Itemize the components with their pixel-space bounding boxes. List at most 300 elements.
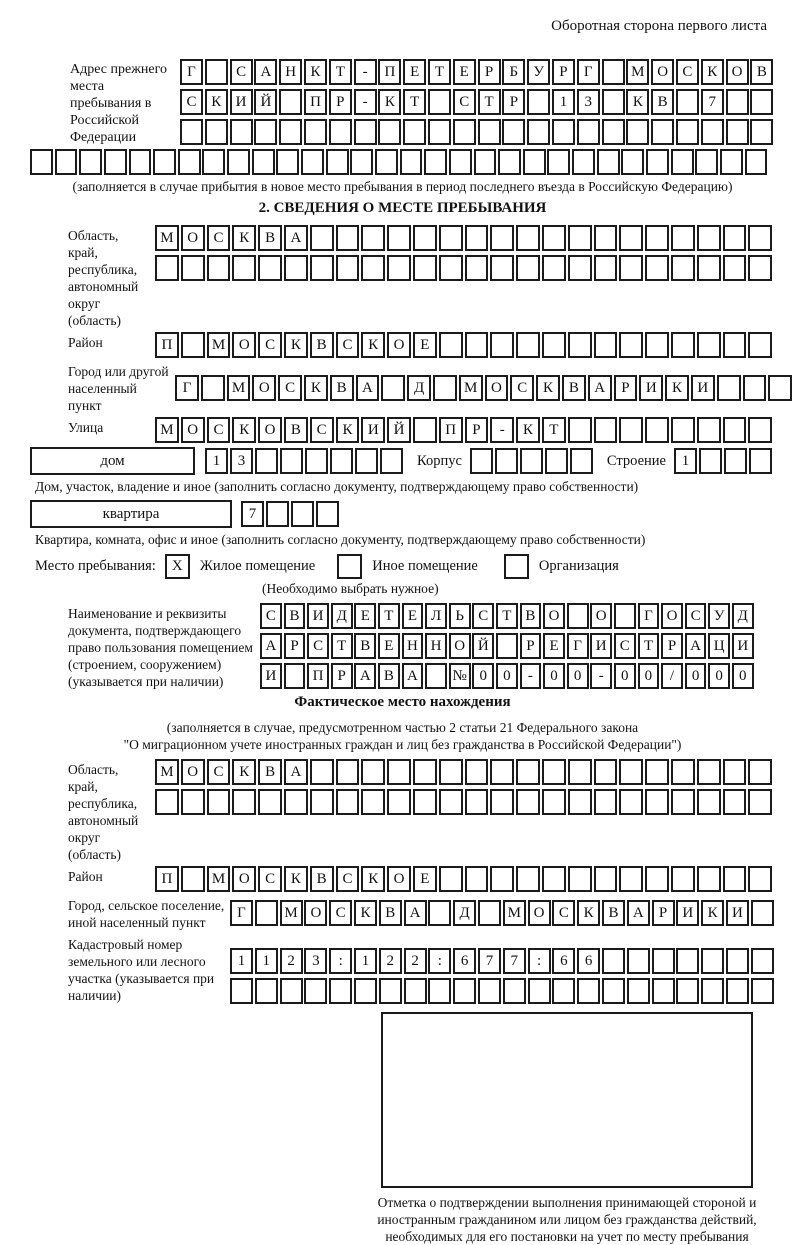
char-cell[interactable]: Г [567, 633, 589, 659]
char-cell[interactable] [723, 332, 747, 358]
char-cell[interactable]: О [543, 603, 565, 629]
char-cell[interactable]: А [284, 759, 308, 785]
char-cell[interactable] [279, 119, 302, 145]
char-cell[interactable]: О [181, 417, 205, 443]
char-cell[interactable] [181, 332, 205, 358]
char-cell[interactable]: 1 [354, 948, 377, 974]
char-cell[interactable]: К [232, 417, 256, 443]
char-cell[interactable]: 0 [543, 663, 565, 689]
char-cell[interactable]: 0 [685, 663, 707, 689]
char-cell[interactable]: В [284, 603, 306, 629]
char-cell[interactable] [439, 789, 463, 815]
char-cell[interactable]: И [260, 663, 282, 689]
char-cell[interactable] [697, 255, 721, 281]
char-cell[interactable] [453, 119, 476, 145]
char-cell[interactable] [361, 225, 385, 251]
char-cell[interactable]: - [490, 417, 514, 443]
char-cell[interactable]: К [536, 375, 560, 401]
char-cell[interactable]: А [354, 663, 376, 689]
char-cell[interactable] [155, 789, 179, 815]
char-cell[interactable] [614, 603, 636, 629]
char-cell[interactable]: Р [614, 375, 638, 401]
char-cell[interactable]: 0 [614, 663, 636, 689]
char-cell[interactable]: В [651, 89, 674, 115]
char-cell[interactable]: М [280, 900, 303, 926]
char-cell[interactable] [542, 255, 566, 281]
char-cell[interactable]: Р [502, 89, 525, 115]
char-cell[interactable] [597, 149, 620, 175]
char-cell[interactable] [129, 149, 152, 175]
char-cell[interactable]: Т [638, 633, 660, 659]
char-cell[interactable] [255, 448, 278, 474]
char-cell[interactable]: - [590, 663, 612, 689]
char-cell[interactable]: Б [502, 59, 525, 85]
char-cell[interactable]: М [227, 375, 251, 401]
char-cell[interactable]: 7 [478, 948, 501, 974]
char-cell[interactable] [413, 789, 437, 815]
char-cell[interactable]: 1 [552, 89, 575, 115]
char-cell[interactable] [542, 759, 566, 785]
char-cell[interactable] [723, 789, 747, 815]
char-cell[interactable]: О [258, 417, 282, 443]
char-cell[interactable] [490, 255, 514, 281]
char-cell[interactable]: Р [478, 59, 501, 85]
char-cell[interactable]: К [232, 759, 256, 785]
char-cell[interactable] [751, 948, 774, 974]
char-cell[interactable] [697, 332, 721, 358]
char-cell[interactable] [205, 119, 228, 145]
char-cell[interactable]: Д [331, 603, 353, 629]
char-cell[interactable]: О [232, 332, 256, 358]
char-cell[interactable] [750, 89, 773, 115]
char-cell[interactable]: 1 [205, 448, 228, 474]
char-cell[interactable] [336, 789, 360, 815]
char-cell[interactable] [30, 149, 53, 175]
char-cell[interactable]: 0 [638, 663, 660, 689]
char-cell[interactable]: Е [413, 866, 437, 892]
char-cell[interactable]: М [626, 59, 649, 85]
char-cell[interactable]: А [284, 225, 308, 251]
char-cell[interactable] [465, 866, 489, 892]
char-cell[interactable] [387, 225, 411, 251]
char-cell[interactable] [516, 789, 540, 815]
apartment-type-box[interactable] [30, 500, 232, 528]
char-cell[interactable]: В [310, 866, 334, 892]
char-cell[interactable]: С [453, 89, 476, 115]
char-cell[interactable] [619, 759, 643, 785]
char-cell[interactable]: 3 [304, 948, 327, 974]
char-cell[interactable]: А [685, 633, 707, 659]
char-cell[interactable] [652, 948, 675, 974]
char-cell[interactable] [602, 59, 625, 85]
char-cell[interactable] [503, 978, 526, 1004]
char-cell[interactable] [645, 255, 669, 281]
char-cell[interactable]: С [685, 603, 707, 629]
char-cell[interactable] [181, 866, 205, 892]
char-cell[interactable] [568, 255, 592, 281]
char-cell[interactable] [528, 978, 551, 1004]
char-cell[interactable] [55, 149, 78, 175]
char-cell[interactable] [255, 900, 278, 926]
char-cell[interactable]: С [180, 89, 203, 115]
char-cell[interactable]: С [230, 59, 253, 85]
char-cell[interactable]: П [307, 663, 329, 689]
char-cell[interactable] [201, 375, 225, 401]
char-cell[interactable]: В [378, 663, 400, 689]
char-cell[interactable]: 6 [552, 948, 575, 974]
char-cell[interactable] [552, 119, 575, 145]
char-cell[interactable] [284, 255, 308, 281]
char-cell[interactable] [424, 149, 447, 175]
char-cell[interactable] [205, 59, 228, 85]
char-cell[interactable] [671, 332, 695, 358]
char-cell[interactable] [748, 417, 772, 443]
char-cell[interactable] [726, 948, 749, 974]
char-cell[interactable] [577, 978, 600, 1004]
char-cell[interactable]: Й [472, 633, 494, 659]
char-cell[interactable] [336, 759, 360, 785]
char-cell[interactable] [567, 603, 589, 629]
char-cell[interactable] [276, 149, 299, 175]
char-cell[interactable]: Г [175, 375, 199, 401]
char-cell[interactable] [232, 789, 256, 815]
char-cell[interactable]: Р [552, 59, 575, 85]
char-cell[interactable]: О [449, 633, 471, 659]
char-cell[interactable]: А [402, 663, 424, 689]
char-cell[interactable]: И [590, 633, 612, 659]
char-cell[interactable]: 2 [280, 948, 303, 974]
char-cell[interactable] [490, 789, 514, 815]
char-cell[interactable]: К [232, 225, 256, 251]
char-cell[interactable]: К [577, 900, 600, 926]
char-cell[interactable] [330, 448, 353, 474]
char-cell[interactable]: К [284, 866, 308, 892]
char-cell[interactable] [516, 255, 540, 281]
char-cell[interactable]: К [361, 866, 385, 892]
char-cell[interactable]: Т [329, 59, 352, 85]
char-cell[interactable] [671, 255, 695, 281]
char-cell[interactable]: 3 [230, 448, 253, 474]
char-cell[interactable] [723, 255, 747, 281]
char-cell[interactable] [310, 759, 334, 785]
char-cell[interactable]: О [661, 603, 683, 629]
char-cell[interactable]: К [304, 59, 327, 85]
char-cell[interactable]: : [329, 948, 352, 974]
char-cell[interactable] [439, 866, 463, 892]
char-cell[interactable]: : [428, 948, 451, 974]
char-cell[interactable]: А [254, 59, 277, 85]
char-cell[interactable]: Е [402, 603, 424, 629]
char-cell[interactable]: О [181, 759, 205, 785]
char-cell[interactable]: С [307, 633, 329, 659]
char-cell[interactable] [619, 332, 643, 358]
char-cell[interactable] [178, 149, 201, 175]
char-cell[interactable]: К [516, 417, 540, 443]
char-cell[interactable] [523, 149, 546, 175]
char-cell[interactable] [227, 149, 250, 175]
char-cell[interactable]: М [155, 225, 179, 251]
char-cell[interactable] [552, 978, 575, 1004]
char-cell[interactable] [577, 119, 600, 145]
char-cell[interactable]: Г [230, 900, 253, 926]
char-cell[interactable]: К [354, 900, 377, 926]
char-cell[interactable]: Т [496, 603, 518, 629]
char-cell[interactable]: / [661, 663, 683, 689]
char-cell[interactable] [568, 332, 592, 358]
char-cell[interactable]: Ц [708, 633, 730, 659]
char-cell[interactable]: 1 [230, 948, 253, 974]
char-cell[interactable] [645, 332, 669, 358]
char-cell[interactable] [645, 759, 669, 785]
char-cell[interactable]: 0 [496, 663, 518, 689]
char-cell[interactable] [255, 978, 278, 1004]
char-cell[interactable] [387, 789, 411, 815]
char-cell[interactable] [671, 225, 695, 251]
char-cell[interactable]: М [207, 332, 231, 358]
char-cell[interactable] [413, 255, 437, 281]
checkbox-organization[interactable] [504, 554, 529, 579]
char-cell[interactable]: 0 [472, 663, 494, 689]
char-cell[interactable] [470, 448, 493, 474]
char-cell[interactable]: А [356, 375, 380, 401]
char-cell[interactable] [502, 119, 525, 145]
char-cell[interactable]: Ь [449, 603, 471, 629]
char-cell[interactable]: Й [387, 417, 411, 443]
char-cell[interactable]: В [330, 375, 354, 401]
char-cell[interactable]: К [665, 375, 689, 401]
char-cell[interactable]: Д [732, 603, 754, 629]
char-cell[interactable]: А [260, 633, 282, 659]
char-cell[interactable] [258, 789, 282, 815]
char-cell[interactable] [266, 501, 289, 527]
char-cell[interactable]: О [528, 900, 551, 926]
char-cell[interactable] [284, 663, 306, 689]
char-cell[interactable] [676, 978, 699, 1004]
char-cell[interactable] [490, 332, 514, 358]
char-cell[interactable]: - [354, 59, 377, 85]
char-cell[interactable] [748, 225, 772, 251]
char-cell[interactable] [602, 89, 625, 115]
char-cell[interactable] [699, 448, 722, 474]
char-cell[interactable] [465, 225, 489, 251]
char-cell[interactable] [304, 978, 327, 1004]
char-cell[interactable]: - [520, 663, 542, 689]
char-cell[interactable]: 3 [577, 89, 600, 115]
char-cell[interactable] [181, 789, 205, 815]
char-cell[interactable]: Н [425, 633, 447, 659]
char-cell[interactable] [379, 978, 402, 1004]
char-cell[interactable] [542, 789, 566, 815]
char-cell[interactable]: Т [378, 603, 400, 629]
char-cell[interactable]: У [708, 603, 730, 629]
char-cell[interactable] [594, 866, 618, 892]
char-cell[interactable] [594, 255, 618, 281]
char-cell[interactable] [428, 119, 451, 145]
char-cell[interactable] [279, 89, 302, 115]
char-cell[interactable] [676, 119, 699, 145]
char-cell[interactable] [723, 759, 747, 785]
char-cell[interactable]: К [336, 417, 360, 443]
char-cell[interactable]: К [701, 59, 724, 85]
char-cell[interactable] [230, 119, 253, 145]
char-cell[interactable] [671, 759, 695, 785]
char-cell[interactable]: И [732, 633, 754, 659]
char-cell[interactable] [619, 225, 643, 251]
char-cell[interactable]: С [258, 866, 282, 892]
char-cell[interactable]: С [278, 375, 302, 401]
char-cell[interactable]: С [207, 225, 231, 251]
char-cell[interactable] [181, 255, 205, 281]
char-cell[interactable]: И [691, 375, 715, 401]
char-cell[interactable] [439, 759, 463, 785]
char-cell[interactable]: К [626, 89, 649, 115]
char-cell[interactable]: К [284, 332, 308, 358]
char-cell[interactable] [720, 149, 743, 175]
char-cell[interactable] [568, 866, 592, 892]
char-cell[interactable]: 7 [241, 501, 264, 527]
char-cell[interactable]: С [260, 603, 282, 629]
char-cell[interactable] [465, 759, 489, 785]
char-cell[interactable] [252, 149, 275, 175]
char-cell[interactable] [627, 978, 650, 1004]
char-cell[interactable] [449, 149, 472, 175]
char-cell[interactable]: В [379, 900, 402, 926]
char-cell[interactable] [254, 119, 277, 145]
char-cell[interactable]: 2 [379, 948, 402, 974]
char-cell[interactable] [439, 332, 463, 358]
char-cell[interactable] [547, 149, 570, 175]
char-cell[interactable]: Р [661, 633, 683, 659]
char-cell[interactable]: О [304, 900, 327, 926]
char-cell[interactable]: С [207, 759, 231, 785]
char-cell[interactable] [202, 149, 225, 175]
char-cell[interactable] [726, 119, 749, 145]
char-cell[interactable]: С [336, 332, 360, 358]
char-cell[interactable] [646, 149, 669, 175]
char-cell[interactable]: № [449, 663, 471, 689]
char-cell[interactable] [326, 149, 349, 175]
char-cell[interactable]: К [205, 89, 228, 115]
char-cell[interactable]: Й [254, 89, 277, 115]
char-cell[interactable] [748, 332, 772, 358]
char-cell[interactable] [652, 978, 675, 1004]
char-cell[interactable] [428, 89, 451, 115]
char-cell[interactable]: М [503, 900, 526, 926]
checkbox-other-premises[interactable] [337, 554, 362, 579]
char-cell[interactable]: И [676, 900, 699, 926]
char-cell[interactable]: М [207, 866, 231, 892]
char-cell[interactable] [400, 149, 423, 175]
char-cell[interactable]: В [354, 633, 376, 659]
char-cell[interactable]: И [726, 900, 749, 926]
char-cell[interactable] [433, 375, 457, 401]
char-cell[interactable]: - [354, 89, 377, 115]
char-cell[interactable] [155, 255, 179, 281]
char-cell[interactable] [516, 332, 540, 358]
char-cell[interactable] [602, 948, 625, 974]
char-cell[interactable] [361, 789, 385, 815]
char-cell[interactable] [361, 255, 385, 281]
char-cell[interactable]: 6 [577, 948, 600, 974]
char-cell[interactable]: С [510, 375, 534, 401]
char-cell[interactable]: В [750, 59, 773, 85]
char-cell[interactable] [619, 789, 643, 815]
char-cell[interactable]: О [252, 375, 276, 401]
char-cell[interactable]: А [627, 900, 650, 926]
char-cell[interactable] [545, 448, 568, 474]
char-cell[interactable] [750, 119, 773, 145]
char-cell[interactable] [453, 978, 476, 1004]
char-cell[interactable] [329, 119, 352, 145]
char-cell[interactable] [602, 119, 625, 145]
char-cell[interactable]: М [155, 417, 179, 443]
char-cell[interactable] [310, 225, 334, 251]
house-type-box[interactable] [30, 447, 195, 475]
char-cell[interactable] [465, 255, 489, 281]
char-cell[interactable] [207, 255, 231, 281]
char-cell[interactable] [355, 448, 378, 474]
char-cell[interactable]: Е [403, 59, 426, 85]
char-cell[interactable] [594, 225, 618, 251]
char-cell[interactable] [645, 225, 669, 251]
char-cell[interactable] [316, 501, 339, 527]
char-cell[interactable] [381, 375, 405, 401]
char-cell[interactable] [697, 225, 721, 251]
char-cell[interactable] [230, 978, 253, 1004]
char-cell[interactable] [748, 759, 772, 785]
char-cell[interactable] [413, 225, 437, 251]
char-cell[interactable] [572, 149, 595, 175]
char-cell[interactable]: Е [354, 603, 376, 629]
char-cell[interactable]: Г [577, 59, 600, 85]
char-cell[interactable]: К [701, 900, 724, 926]
char-cell[interactable] [496, 633, 518, 659]
char-cell[interactable]: П [155, 866, 179, 892]
char-cell[interactable] [619, 866, 643, 892]
char-cell[interactable]: А [588, 375, 612, 401]
char-cell[interactable] [717, 375, 741, 401]
char-cell[interactable] [301, 149, 324, 175]
char-cell[interactable]: О [387, 866, 411, 892]
char-cell[interactable] [354, 978, 377, 1004]
char-cell[interactable] [380, 448, 403, 474]
char-cell[interactable] [478, 900, 501, 926]
char-cell[interactable]: Р [329, 89, 352, 115]
char-cell[interactable] [627, 948, 650, 974]
char-cell[interactable] [724, 448, 747, 474]
char-cell[interactable] [490, 225, 514, 251]
char-cell[interactable] [490, 759, 514, 785]
char-cell[interactable] [676, 948, 699, 974]
char-cell[interactable]: Т [542, 417, 566, 443]
checkbox-residential[interactable]: X [165, 554, 190, 579]
char-cell[interactable] [258, 255, 282, 281]
char-cell[interactable] [516, 866, 540, 892]
char-cell[interactable]: Г [638, 603, 660, 629]
char-cell[interactable] [310, 255, 334, 281]
char-cell[interactable] [542, 225, 566, 251]
char-cell[interactable] [701, 978, 724, 1004]
char-cell[interactable] [520, 448, 543, 474]
char-cell[interactable] [723, 417, 747, 443]
char-cell[interactable] [516, 759, 540, 785]
char-cell[interactable] [751, 900, 774, 926]
char-cell[interactable]: О [651, 59, 674, 85]
char-cell[interactable] [498, 149, 521, 175]
char-cell[interactable]: У [527, 59, 550, 85]
char-cell[interactable] [280, 448, 303, 474]
char-cell[interactable] [768, 375, 792, 401]
